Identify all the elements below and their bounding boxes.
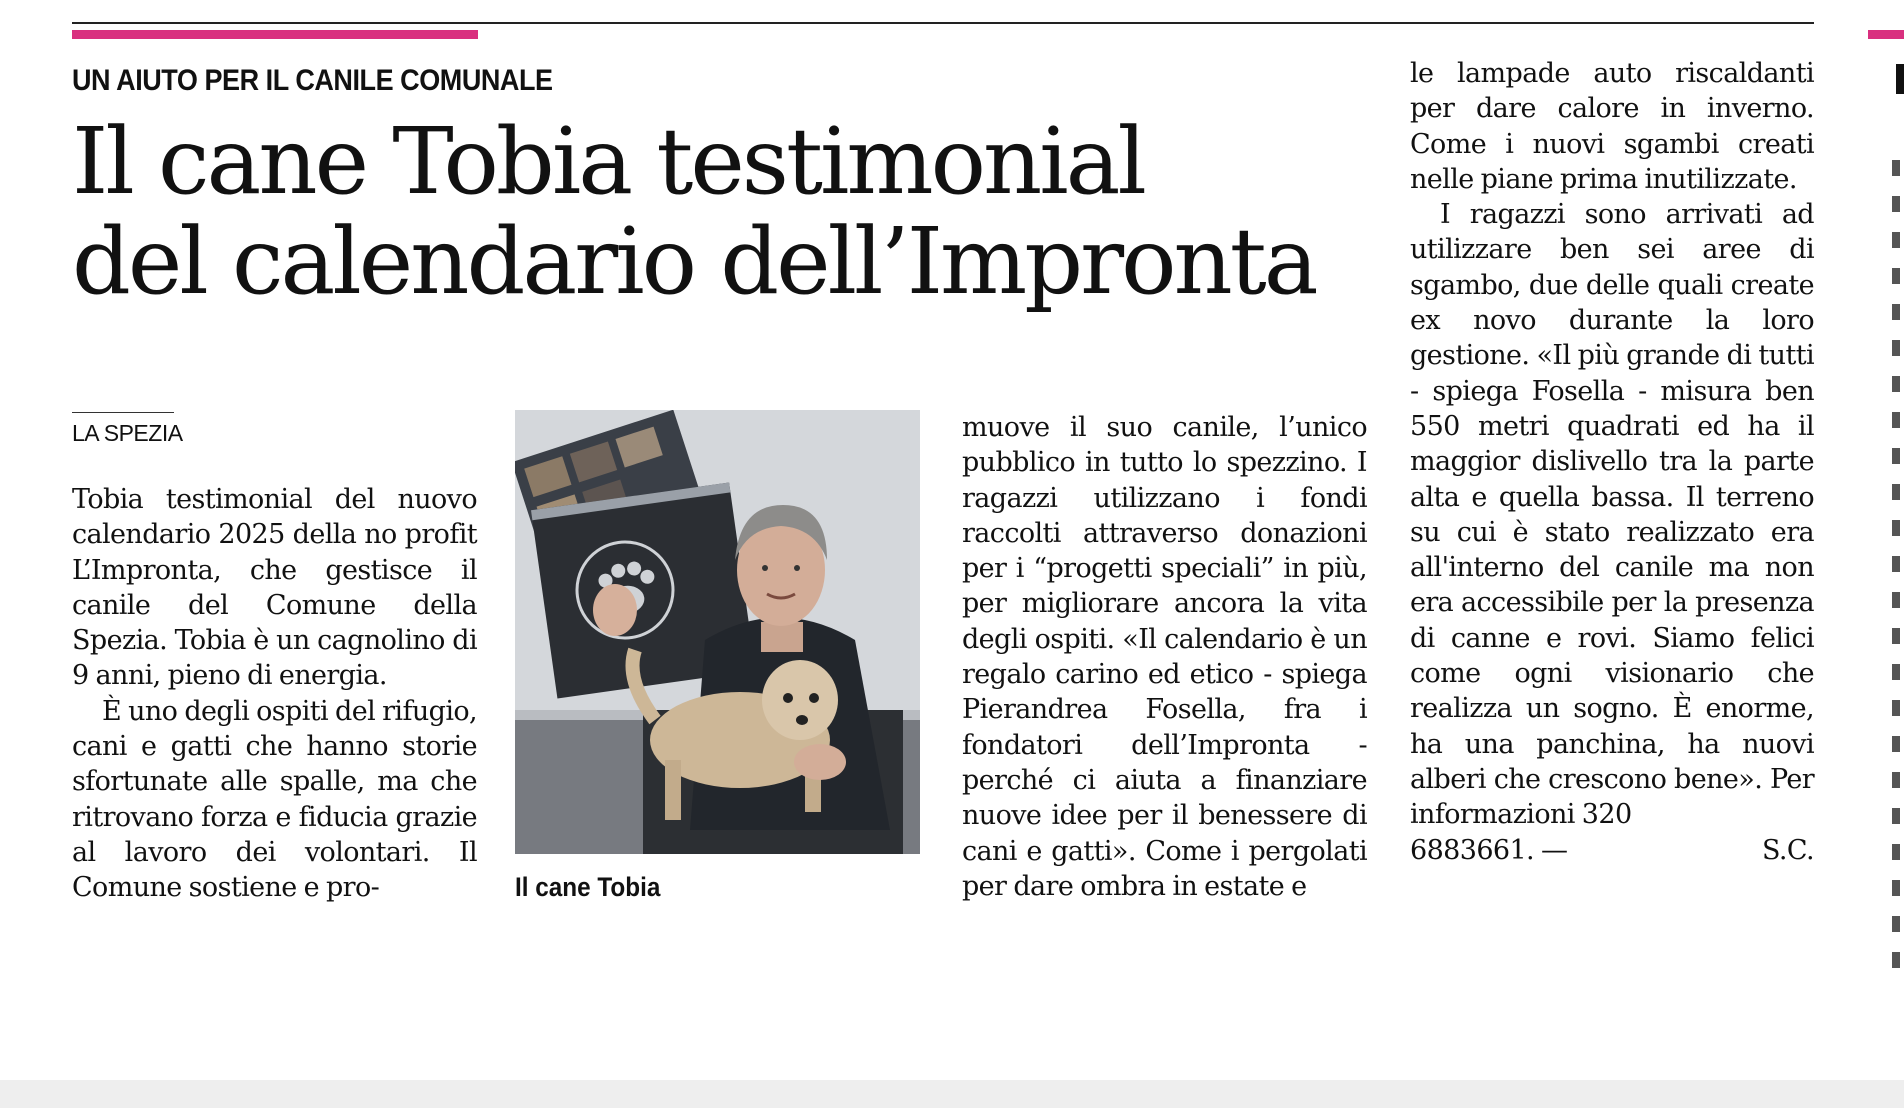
next-article-fragment — [1896, 64, 1904, 94]
photo-caption: Il cane Tobia — [515, 872, 661, 902]
author-signature: S.C. — [1762, 834, 1814, 866]
paragraph: muove il suo canile, l’unico pubblico in tutto lo spezzino. I ragazzi utilizzano i fondi raccolti attraverso donazioni per i “progetti speciali” in più, per migliorare ancora la vita degli ospiti. «Il calendario è un regalo carino ed etico - spiega Pierandrea Fosella, fra i fondatori dell’Impronta - perché ci aiuta a finanziare nuove idee per il benessere di cani e gatti». Come i pergolati per dare ombra in estate e — [962, 412, 1367, 902]
photo-illustration — [515, 410, 920, 854]
top-rule — [72, 22, 1814, 24]
paragraph: le lampade auto riscaldanti per dare calore in inverno. Come i nuovi sgambi creati nelle piane prima inutilizzate. — [1410, 58, 1814, 195]
paragraph: Tobia testimonial del nuovo calendario 2025 della no profit L’Impronta, che gestisce il canile del Comune della Spezia. Tobia è un cagnolino di 9 anni, pieno di energia. — [72, 484, 477, 692]
paragraph: I ragazzi sono arrivati ad utilizzare ben sei aree di sgambo, due delle quali create ex novo durante la loro gestione. «Il più grande di tutti - spiega Fosella - misura ben 550 metri quadrati ed ha il maggior dislivello tra la parte alta e quella bassa. Il terreno su cui è stato realizzato era all'interno del canile ma non era accessibile per la presenza di canne e rovi. Siamo felici come ogni visionario che realizza un sogno. È enorme, ha una panchina, ha nuovi alberi che crescono bene». Per informazioni 320 — [1410, 199, 1814, 831]
article-column-3 — [962, 410, 1367, 904]
viewer-bottom-bar — [0, 1080, 1904, 1108]
article-kicker: UN AIUTO PER IL CANILE COMUNALE — [72, 64, 553, 97]
accent-bar — [72, 30, 478, 39]
dateline-location: LA SPEZIA — [72, 420, 183, 446]
article-photo — [515, 410, 920, 854]
accent-bar-next-article — [1868, 30, 1904, 39]
closing-line — [1410, 833, 1814, 868]
phone-number-end: 6883661. — — [1410, 834, 1568, 866]
headline-line-1: Il cane Tobia testimonial — [72, 108, 1144, 215]
article-column-1 — [72, 482, 477, 906]
location-rule — [72, 412, 174, 413]
headline-line-2: del calendario dell’Impronta — [72, 208, 1316, 315]
next-article-text-fragments — [1892, 160, 1904, 988]
paragraph: È uno degli ospiti del rifugio, cani e gatti che hanno storie sfortunate alle spalle, ma che ritrovano forza e fiducia grazie al lavoro dei volontari. Il Comune sostiene e pro- — [72, 695, 477, 904]
article-column-4 — [1410, 56, 1814, 868]
article-headline — [72, 108, 1372, 315]
